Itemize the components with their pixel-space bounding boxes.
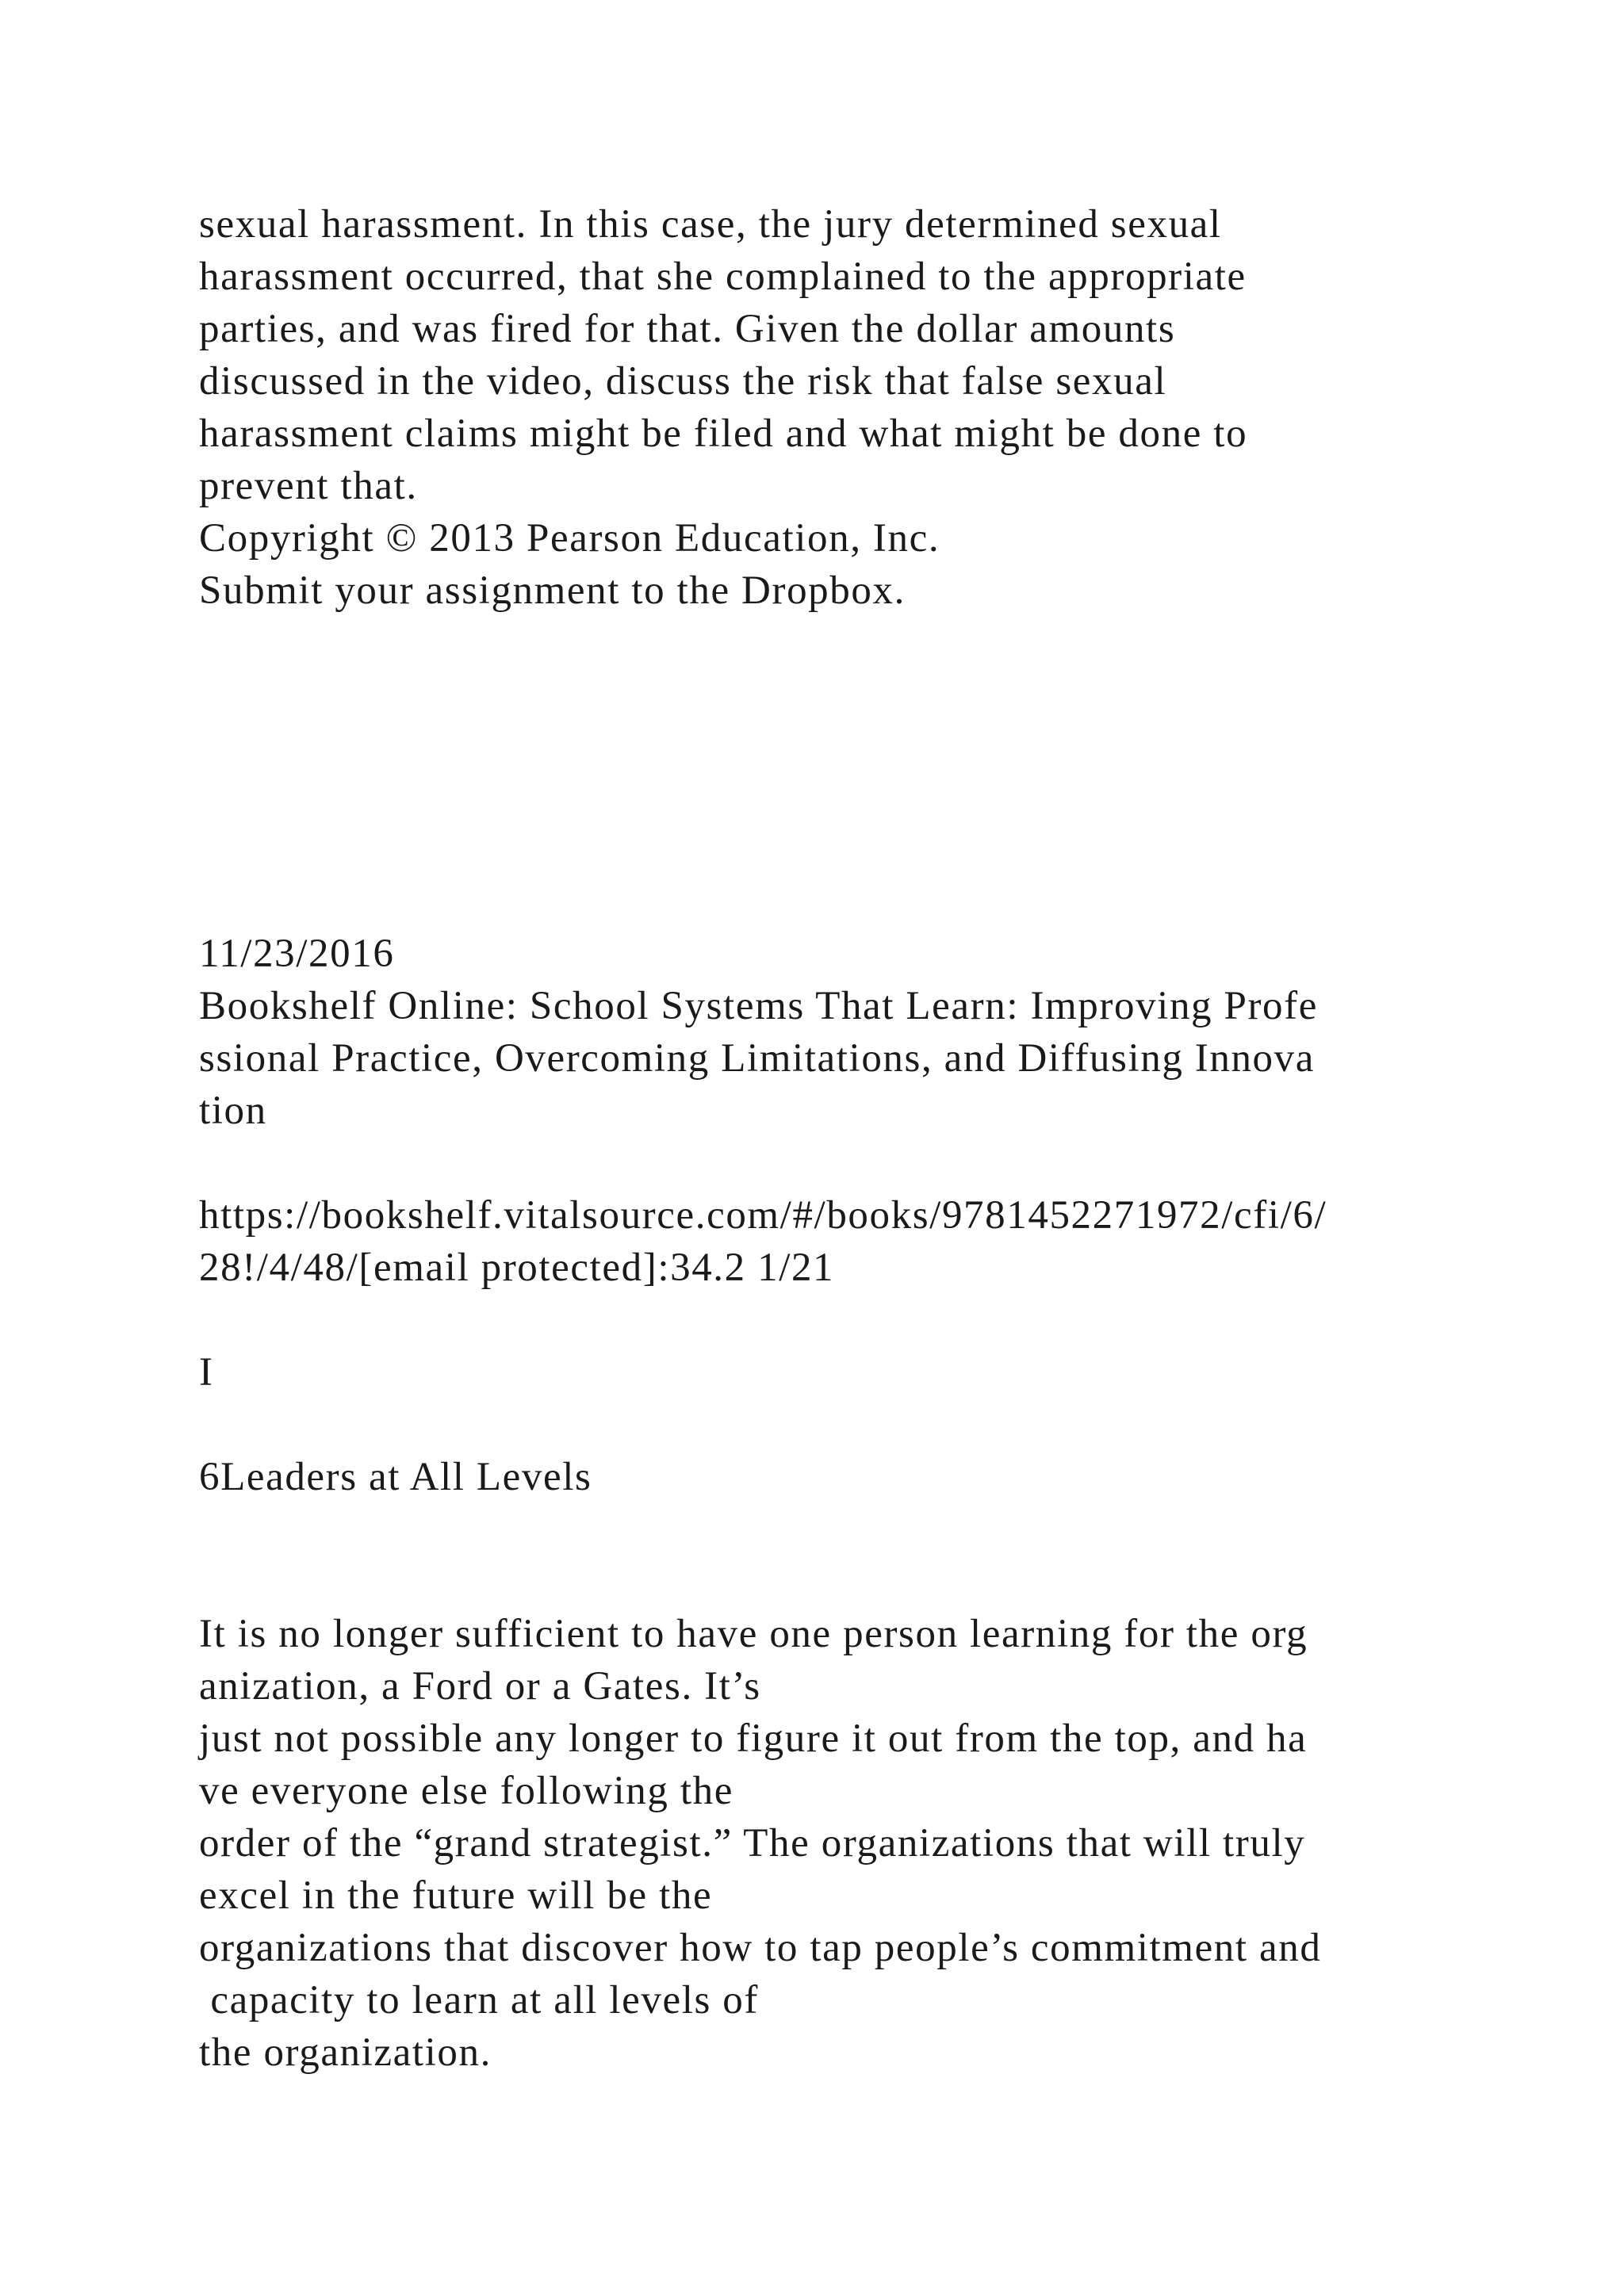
- chapter-title: 6Leaders at All Levels: [199, 1455, 592, 1499]
- paragraph-line: parties, and was fired for that. Given the dollar amounts: [199, 307, 1176, 351]
- book-title-line: tion: [199, 1089, 267, 1133]
- paragraph-line: harassment claims might be filed and what might be done to: [199, 411, 1248, 456]
- submit-instruction: Submit your assignment to the Dropbox.: [199, 568, 906, 613]
- quote-line: just not possible any longer to figure it out from the top, and ha: [199, 1716, 1308, 1761]
- paragraph-line: harassment occurred, that she complained to the appropriate: [199, 254, 1247, 299]
- book-title-line: Bookshelf Online: School Systems That Learn: Improving Profe: [199, 984, 1318, 1028]
- quote-line: organizations that discover how to tap people’s commitment and: [199, 1926, 1322, 1970]
- quote-line: anization, a Ford or a Gates. It’s: [199, 1664, 761, 1709]
- quote-line: ve everyone else following the: [199, 1769, 733, 1813]
- source-url-line: https://bookshelf.vitalsource.com/#/books/9781452271972/cfi/6/: [199, 1193, 1327, 1238]
- quote-line: excel in the future will be the: [199, 1873, 713, 1918]
- quote-line: It is no longer sufficient to have one person learning for the org: [199, 1612, 1308, 1656]
- print-date: 11/23/2016: [199, 932, 395, 976]
- chapter-marker: I: [199, 1350, 214, 1395]
- source-url-line: 28!/4/48/[email protected]:34.2 1/21: [199, 1246, 835, 1290]
- quote-line: capacity to learn at all levels of: [199, 1978, 759, 2022]
- book-title-line: ssional Practice, Overcoming Limitations, and Diffusing Innova: [199, 1036, 1315, 1081]
- quote-line: order of the “grand strategist.” The organizations that will truly: [199, 1821, 1306, 1866]
- paragraph-line: sexual harassment. In this case, the jury determined sexual: [199, 202, 1222, 247]
- copyright-line: Copyright © 2013 Pearson Education, Inc.: [199, 516, 940, 561]
- paragraph-line: prevent that.: [199, 464, 418, 508]
- quote-line: the organization.: [199, 2030, 492, 2075]
- paragraph-line: discussed in the video, discuss the risk that false sexual: [199, 359, 1167, 404]
